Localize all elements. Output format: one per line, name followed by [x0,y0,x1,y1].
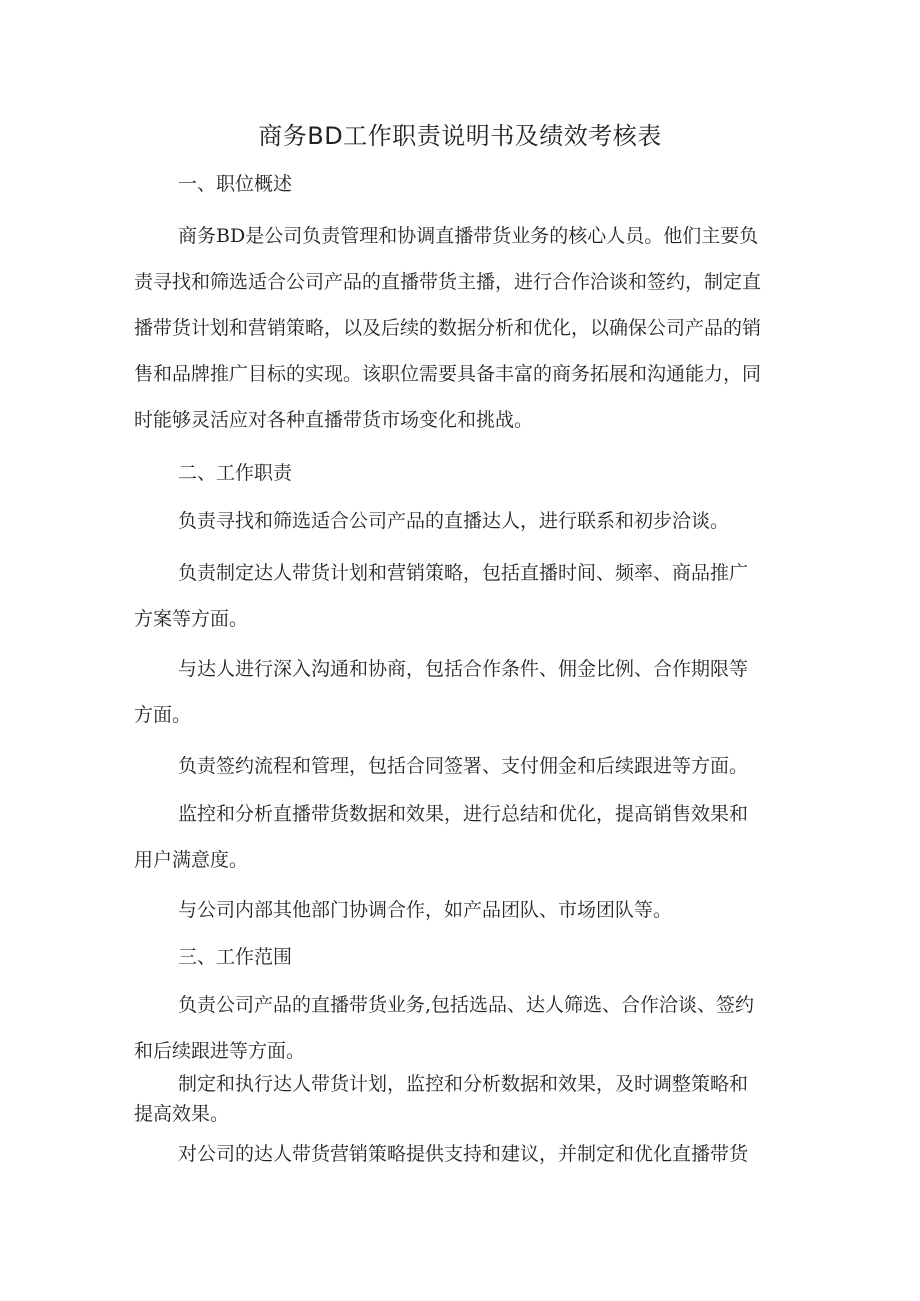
paragraph-line: 与公司内部其他部门协调合作，如产品团队、市场团队等。 [178,899,673,921]
paragraph-duty-5 [134,791,790,883]
paragraph-duty-3 [134,646,790,738]
paragraph-line: 播带货计划和营销策略，以及后续的数据分析和优化，以确保公司产品的销 [134,317,762,339]
section-heading-duties: 二、工作职责 [178,462,293,484]
paragraph-line: 监控和分析直播带货数据和效果，进行总结和优化，提高销售效果和 [178,803,749,825]
paragraph-line: 制定和执行达人带货计划，监控和分析数据和效果，及时调整策略和 [178,1073,749,1095]
paragraph-line: 售和品牌推广目标的实现。该职位需要具备丰富的商务拓展和沟通能力，同 [134,363,762,385]
paragraph-line: 提高效果。 [134,1103,230,1125]
section-heading-overview: 一、职位概述 [178,173,293,195]
paragraph-line: 负责制定达人带货计划和营销策略，包括直播时间、频率、商品推广 [178,562,749,584]
document-title: 商务BD工作职责说明书及绩效考核表 [258,122,662,150]
paragraph-duty-2 [134,550,790,642]
paragraph-line: 用户满意度。 [134,849,249,871]
paragraph-scope-1 [134,982,790,1074]
paragraph-line: 与达人进行深入沟通和协商，包括合作条件、佣金比例、合作期限等 [178,658,749,680]
paragraph-duty-4 [134,743,790,789]
paragraph-scope-3 [134,1131,790,1177]
paragraph-line: 负责公司产品的直播带货业务,包括选品、达人筛选、合作洽谈、签约 [178,994,755,1016]
paragraph-line: 方案等方面。 [134,608,249,630]
paragraph-line: 和后续跟进等方面。 [134,1040,306,1062]
paragraph-line: 方面。 [134,704,192,726]
paragraph-overview [134,213,790,443]
paragraph-line: 责寻找和筛选适合公司产品的直播带货主播，进行合作洽谈和签约，制定直 [134,271,762,293]
section-heading-scope: 三、工作范围 [178,946,293,968]
paragraph-duty-6 [134,887,790,933]
paragraph-line: 商务BD是公司负责管理和协调直播带货业务的核心人员。他们主要负 [178,225,759,247]
paragraph-line: 时能够灵活应对各种直播带货市场变化和挑战。 [134,409,534,431]
paragraph-scope-2 [134,1069,790,1129]
paragraph-duty-1 [134,498,790,544]
paragraph-line: 负责寻找和筛选适合公司产品的直播达人，进行联系和初步洽谈。 [178,510,730,532]
paragraph-line: 对公司的达人带货营销策略提供支持和建议，并制定和优化直播带货 [178,1143,749,1165]
paragraph-line: 负责签约流程和管理，包括合同签署、支付佣金和后续跟进等方面。 [178,755,749,777]
